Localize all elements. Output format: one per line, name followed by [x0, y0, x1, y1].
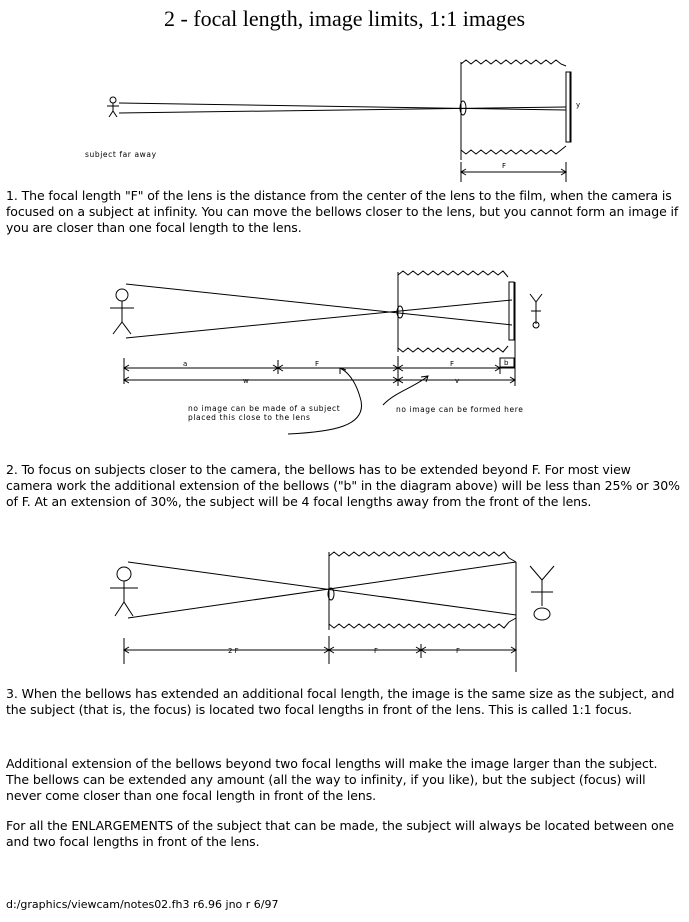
paragraph-2: 2. To focus on subjects closer to the camera, the bellows has to be extended beyond F. For most view camera work the additional extension of the bellows ("b" in the diagram above) will be less than 25% or 30% of F. At an extension of 30%, the subject will be 4 focal lengths away from the front of the lens. [6, 462, 680, 509]
page-title: 2 - focal length, image limits, 1:1 images [163, 6, 526, 31]
dim-v-label: v [455, 377, 460, 385]
dim-f-label: F [502, 162, 507, 170]
image-label: y [576, 101, 581, 109]
paragraph-5: For all the ENLARGEMENTS of the subject that can be made, the subject will always be located between one and two focal lengths in front of the lens. [6, 818, 674, 849]
subject-figure-head [117, 567, 131, 581]
dim-f1-label: F [374, 647, 379, 655]
paragraph-4: Additional extension of the bellows beyond two focal lengths will make the image larger than the subject. The bellows can be extended any amount (all the way to infinity, if you like), but the subject (focus) will never come closer than one focal length in front of the lens. [6, 756, 658, 803]
diagram-close-focus [0, 262, 689, 462]
ray-upper [119, 103, 566, 110]
paragraph-1: 1. The focal length "F" of the lens is the distance from the center of the lens to the film, when the camera is focused on a subject at infinity. You can move the bellows closer to the lens, but you cannot form an image if you are closer than one focal length to the lens. [6, 188, 679, 235]
dim-f1-label: F [315, 360, 320, 368]
bellows-bottom [461, 146, 566, 154]
footer-file-path: d:/graphics/viewcam/notes02.fh3 r6.96 jno r 6/97 [6, 898, 279, 911]
dim-a-label: a [183, 360, 188, 368]
dim-w-label: w [243, 377, 249, 385]
note-no-image: no image can be formed here [396, 405, 524, 414]
dim-b-label: b [504, 359, 509, 367]
subject-far-away-label: subject far away [85, 150, 157, 159]
note-too-close: no image can be made of a subject placed this close to the lens [188, 404, 341, 422]
film-plate [509, 282, 514, 340]
subject-figure-head [116, 289, 128, 301]
subject-figure-head [110, 97, 116, 103]
bellows-top [461, 60, 566, 66]
dim-f2-label: F [456, 647, 461, 655]
diagram-one-to-one [0, 540, 689, 680]
dim-2f-label: 2 F [228, 647, 239, 655]
dim-f2-label: F [450, 360, 455, 368]
paragraph-3: 3. When the bellows has extended an additional focal length, the image is the same size as the subject, and the subject (that is, the focus) is located two focal lengths in front of the lens. This is called 1:1 focus. [6, 686, 675, 717]
ray-lower [119, 107, 566, 113]
